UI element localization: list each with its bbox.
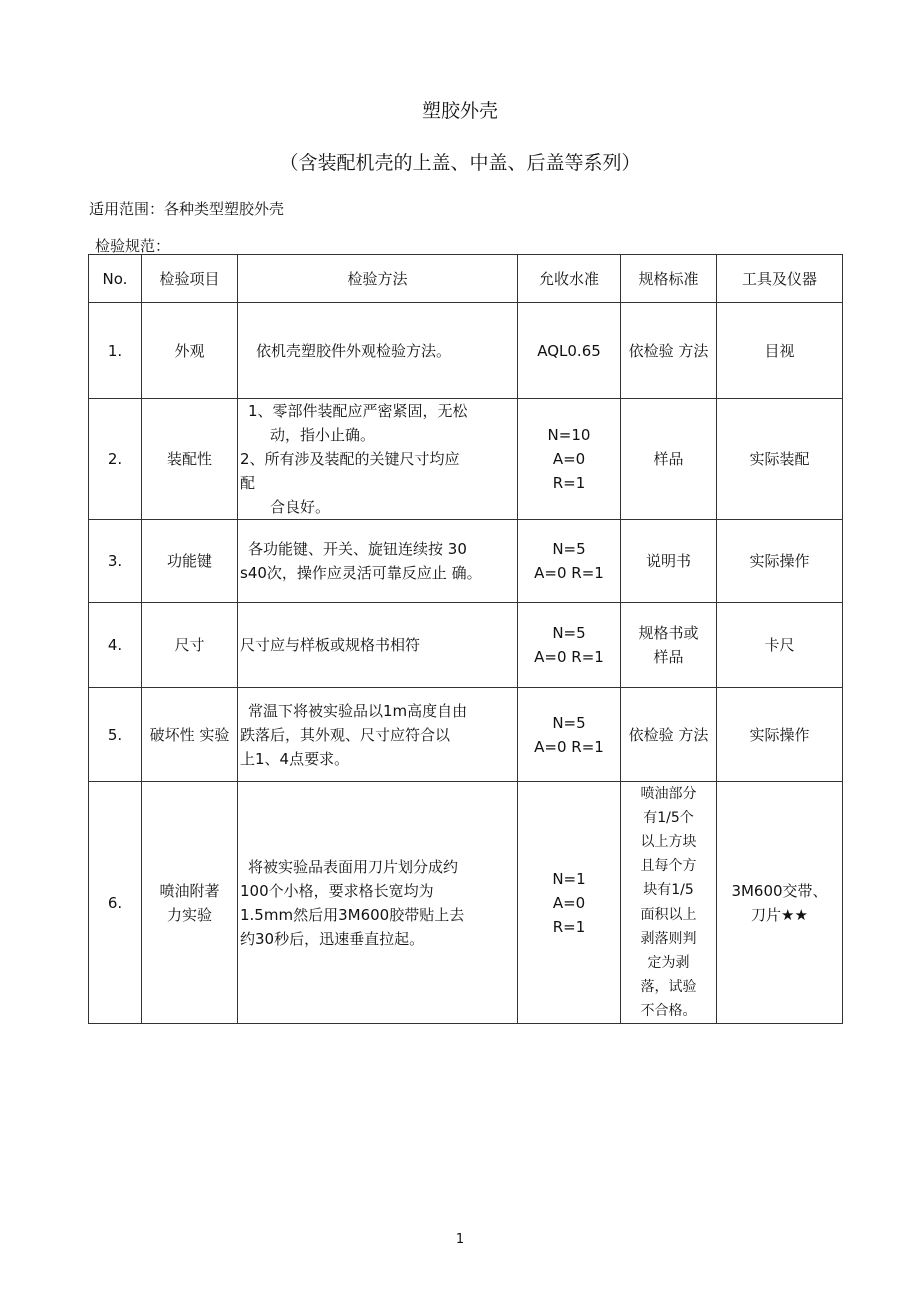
- spec-label: 检验规范：: [95, 237, 171, 255]
- cell-item: 尺寸: [142, 603, 238, 688]
- method-line: 跌落后，其外观、尺寸应符合以: [240, 725, 451, 744]
- method-line: 常温下将被实验品以1m高度自由: [248, 701, 468, 720]
- method-line: 将被实验品表面用刀片划分成约: [248, 857, 459, 876]
- aql-line: A=0: [552, 450, 586, 468]
- cell-tools: [717, 782, 843, 1024]
- cell-method: [238, 399, 518, 520]
- aql-line: R=1: [552, 917, 586, 936]
- aql-line: A=0 R=1: [534, 737, 604, 756]
- cell-tools: [717, 688, 843, 782]
- standard-line: 规格书或: [638, 624, 699, 642]
- table-row: [89, 603, 843, 688]
- aql-line: N=5: [552, 713, 586, 732]
- page-subtitle: （含装配机壳的上盖、中盖、后盖等系列）: [279, 152, 641, 174]
- header-method: 检验方法: [238, 255, 518, 303]
- page-number: 1: [455, 1232, 465, 1247]
- method-line: 合良好。: [270, 498, 331, 516]
- cell-standard: [621, 603, 717, 688]
- cell-tools: [717, 520, 843, 603]
- page-title: 塑胶外壳: [421, 100, 498, 122]
- cell-item: [142, 782, 238, 1024]
- method-line: 尺寸应与样板或规格书相符: [240, 636, 421, 654]
- cell-aql: [518, 782, 621, 1024]
- aql-line: R=1: [552, 474, 586, 492]
- cell-aql: [518, 520, 621, 603]
- method-line: 1.5mm然后用3M600胶带贴上去: [240, 905, 465, 924]
- cell-item: 装配性: [142, 399, 238, 520]
- cell-standard: [621, 303, 717, 399]
- aql-line: N=1: [552, 869, 586, 888]
- aql-line: A=0: [552, 893, 586, 912]
- cell-item: 外观: [142, 303, 238, 399]
- cell-item: 功能键: [142, 520, 238, 603]
- standard-line: 定为剥: [647, 954, 690, 971]
- standard-line: 有1/5个: [643, 810, 694, 827]
- table-row: [89, 782, 843, 1024]
- method-line: 配: [240, 474, 256, 492]
- cell-standard: [621, 399, 717, 520]
- cell-aql: [518, 399, 621, 520]
- table-row: [89, 520, 843, 603]
- aql-line: A=0 R=1: [534, 564, 604, 582]
- cell-method: [238, 303, 518, 399]
- standard-line: 样品: [653, 450, 684, 468]
- method-line: 各功能键、开关、旋钮连续按 30: [248, 540, 467, 558]
- cell-no: 5.: [89, 688, 142, 782]
- table-row: [89, 399, 843, 520]
- standard-line: 喷油部分: [640, 786, 697, 803]
- method-line: s40次，操作应灵活可靠反应止 确。: [240, 564, 482, 582]
- cell-standard: [621, 688, 717, 782]
- standard-line: 以上方块: [640, 834, 697, 851]
- aql-line: N=5: [552, 540, 586, 558]
- header-tools: 工具及仪器: [717, 255, 843, 303]
- tools-line: 3M600交带、: [731, 881, 828, 900]
- method-line: 上1、4点要求。: [240, 749, 350, 768]
- standard-line: 依检验 方法: [628, 341, 709, 360]
- cell-no: 4.: [89, 603, 142, 688]
- aql-line: A=0 R=1: [534, 648, 604, 666]
- item-line: 力实验: [166, 905, 212, 924]
- header-item: 检验项目: [142, 255, 238, 303]
- standard-line: 样品: [653, 648, 684, 666]
- tools-line: 实际操作: [749, 552, 810, 570]
- tools-line: 目视: [764, 341, 795, 360]
- aql-line: N=10: [547, 426, 591, 444]
- standard-line: 说明书: [645, 552, 691, 570]
- table-row: [89, 303, 843, 399]
- standard-line: 面积以上: [640, 906, 697, 923]
- inspection-table: [88, 254, 843, 1024]
- method-line: 1、零部件装配应严密紧固，无松: [248, 402, 468, 420]
- header-no: No.: [89, 255, 142, 303]
- cell-aql: [518, 603, 621, 688]
- header-aql: 允收水准: [518, 255, 621, 303]
- scope-text: 适用范围：各种类型塑胶外壳: [89, 200, 285, 218]
- cell-tools: [717, 603, 843, 688]
- tools-line: 实际装配: [749, 450, 810, 468]
- tools-line: 刀片★★: [751, 905, 808, 924]
- method-line: 动，指小止确。: [270, 426, 376, 444]
- header-standard: 规格标准: [621, 255, 717, 303]
- standard-line: 剥落则判: [640, 930, 697, 947]
- cell-no: 1.: [89, 303, 142, 399]
- cell-method: [238, 782, 518, 1024]
- method-line: 约30秒后，迅速垂直拉起。: [240, 929, 425, 948]
- cell-method: [238, 688, 518, 782]
- aql-line: N=5: [552, 624, 586, 642]
- method-line: 依机壳塑胶件外观检验方法。: [256, 341, 452, 360]
- cell-item: 破坏性 实验: [142, 688, 238, 782]
- cell-no: 3.: [89, 520, 142, 603]
- item-line: 喷油附著: [159, 881, 220, 900]
- cell-aql: [518, 688, 621, 782]
- cell-standard: [621, 520, 717, 603]
- table-header-row: [89, 255, 843, 303]
- tools-line: 卡尺: [764, 636, 795, 654]
- cell-method: [238, 603, 518, 688]
- standard-line: 不合格。: [640, 1002, 697, 1019]
- standard-line: 且每个方: [640, 858, 697, 875]
- standard-line: 块有1/5: [643, 882, 694, 899]
- cell-no: 2.: [89, 399, 142, 520]
- standard-line: 依检验 方法: [628, 725, 709, 744]
- cell-tools: [717, 303, 843, 399]
- cell-aql: [518, 303, 621, 399]
- table-row: [89, 688, 843, 782]
- cell-standard: [621, 782, 717, 1024]
- aql-line: AQL0.65: [537, 341, 601, 360]
- standard-line: 落，试验: [640, 978, 697, 995]
- cell-method: [238, 520, 518, 603]
- cell-tools: [717, 399, 843, 520]
- cell-no: 6.: [89, 782, 142, 1024]
- method-line: 100个小格，要求格长宽均为: [240, 881, 434, 900]
- tools-line: 实际操作: [749, 725, 810, 744]
- method-line: 2、所有涉及装配的关键尺寸均应: [240, 450, 460, 468]
